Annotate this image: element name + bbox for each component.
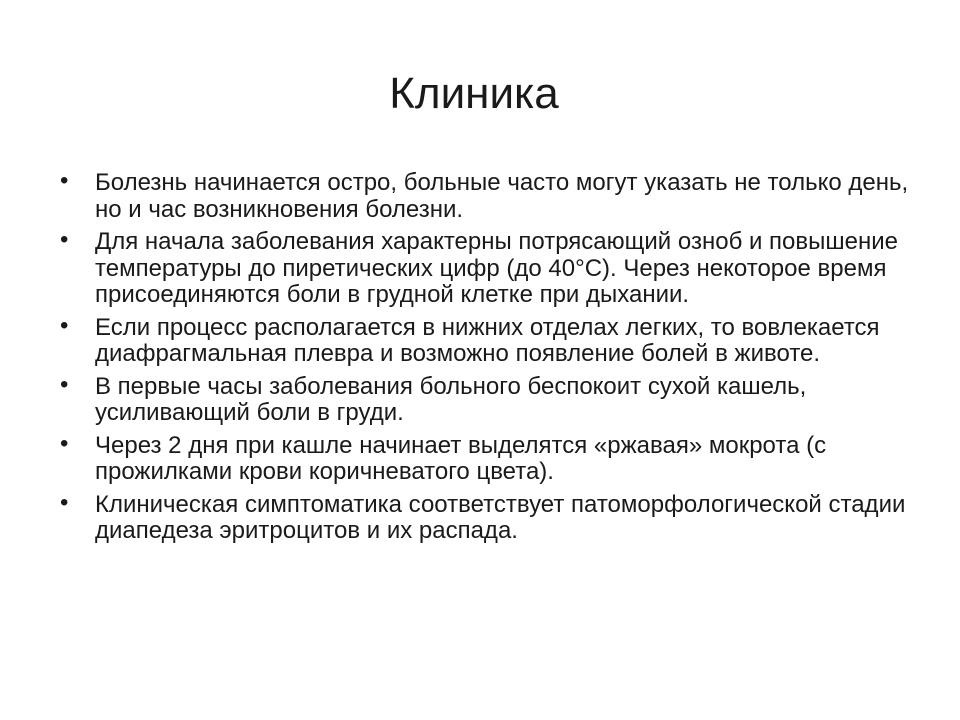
bullet-text: Через 2 дня при кашле начинает выделятся «ржавая» мокрота (с прожилками крови коричневатого цвета).: [95, 431, 827, 485]
bullet-item: [58, 488, 918, 545]
bullet-icon: •: [60, 311, 69, 339]
bullet-text: Для начала заболевания характерны потрясающий озноб и повышение температуры до пиретических цифр (до 40°С). Через некоторое время присоединяются боли в грудной клетке при дыхании.: [95, 228, 899, 308]
bullet-icon: •: [60, 226, 69, 253]
bullet-list: [58, 167, 918, 551]
bullet-item: [58, 311, 918, 368]
bullet-item: [58, 429, 918, 486]
bullet-icon: •: [60, 429, 69, 457]
slide-title: Клиника: [389, 69, 559, 118]
bullet-icon: •: [60, 488, 69, 516]
bullet-text: В первые часы заболевания больного беспокоит сухой кашель, усиливающий боли в груди.: [95, 372, 807, 426]
bullet-item: [58, 370, 918, 427]
bullet-text: Болезнь начинается остро, больные часто могут указать не только день, но и час возникновения болезни.: [95, 169, 909, 223]
bullet-icon: •: [60, 167, 69, 194]
bullet-text: Клиническая симптоматика соответствует патоморфологической стадии диапедеза эритроцитов и их распада.: [95, 490, 906, 544]
bullet-item: [58, 226, 918, 309]
bullet-icon: •: [60, 370, 69, 398]
bullet-item: [58, 167, 918, 223]
bullet-text: Если процесс располагается в нижних отделах легких, то вовлекается диафрагмальная плевра и возможно появление болей в животе.: [95, 313, 880, 367]
